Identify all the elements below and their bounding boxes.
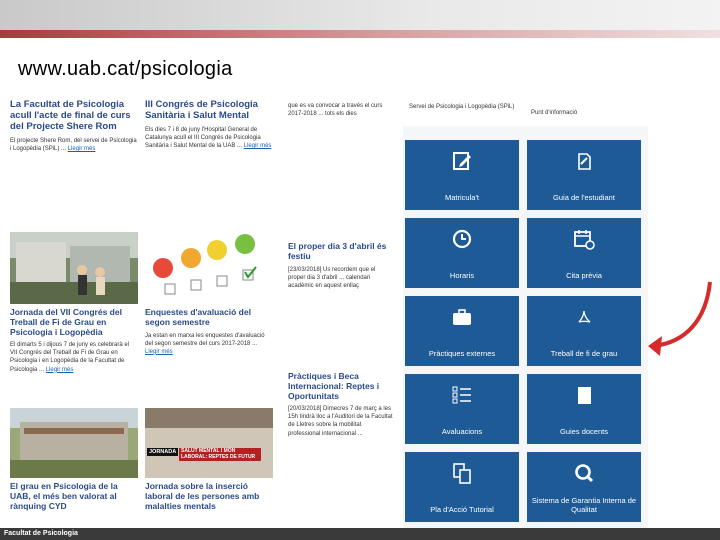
news-title[interactable]: El proper dia 3 d'abril és festiu xyxy=(288,241,387,261)
article-title[interactable]: Enquestes d'avaluació del segon semestre xyxy=(145,307,251,327)
article-title[interactable]: Jornada del VII Congrés del Treball de Fi de Grau en Psicologia i Logopèdia xyxy=(10,307,122,337)
tile-label: Sistema de Garantia Interna de Qualitat xyxy=(531,496,637,514)
tile-matriculat[interactable] xyxy=(405,140,519,210)
footer-bar xyxy=(0,528,720,540)
tile-pla-accio-tutorial[interactable] xyxy=(405,452,519,522)
red-arrow-annotation xyxy=(646,280,716,370)
article-body: Els dies 7 i 8 de juny l'Hospital General de Catalunya acull el III Congrés de Psicologia Sanitària i Salut Mental de la UAB ... Llegir més xyxy=(145,126,272,150)
read-more-link[interactable]: Llegir més xyxy=(145,348,173,355)
tile-practiques-externes[interactable] xyxy=(405,296,519,366)
tile-label: Guies docents xyxy=(560,427,608,436)
tile-guia-estudiant[interactable] xyxy=(527,140,641,210)
photo-caption: JORNADA xyxy=(149,449,177,455)
search-icon xyxy=(573,462,595,484)
article-title[interactable]: III Congrés de Psicologia Sanitària i Salut Mental xyxy=(145,100,258,121)
article-photo-event[interactable] xyxy=(145,408,273,478)
header-link[interactable]: Punt d'informació xyxy=(531,110,578,116)
header-link[interactable]: Servei de Psicologia i Logopèdia (SPiL) xyxy=(409,104,515,110)
article-photo-smileys[interactable] xyxy=(145,232,273,302)
book-icon xyxy=(573,384,595,406)
photo-caption: SALUT MENTAL I MÓN LABORAL: REPTES DE FUTUR xyxy=(179,448,261,461)
news-column-2 xyxy=(145,100,273,530)
article-body: El projecte Shere Rom, del servei de Psicologia i Logopèdia (SPiL) ... Llegir més xyxy=(10,137,137,152)
tile-treball-fi-grau[interactable] xyxy=(527,296,641,366)
documents-icon xyxy=(451,462,473,484)
clock-icon xyxy=(451,228,473,250)
tile-label: Treball de fi de grau xyxy=(550,349,618,358)
tile-label: Pla d'Acció Tutorial xyxy=(430,505,494,514)
news-body: [23/03/2018] Us recordem que el proper dia 3 d'abril ... calendari acadèmic en aquest enllaç xyxy=(288,266,376,289)
quick-links-header xyxy=(403,100,648,126)
tile-label: Horaris xyxy=(449,271,475,280)
tile-cita-previa[interactable] xyxy=(527,218,641,288)
slide-url: www.uab.cat/psicologia xyxy=(18,58,233,80)
article-title[interactable]: Jornada sobre la inserció laboral de les persones amb malalties mentals xyxy=(145,481,260,511)
tile-label: Cita prèvia xyxy=(566,271,602,280)
guide-icon xyxy=(573,150,595,172)
tile-sistema-garantia-qualitat[interactable] xyxy=(527,452,641,522)
read-more-link[interactable]: Llegir més xyxy=(67,145,96,152)
article-title[interactable]: La Facultat de Psicologia acull l'acte de final de curs del Projecte Shere Rom xyxy=(10,100,131,132)
article-title[interactable]: El grau en Psicologia de la UAB, el més ben valorat al rànquing CYD xyxy=(10,481,118,511)
news-column-3 xyxy=(288,100,394,530)
read-more-link[interactable]: Llegir més xyxy=(45,366,74,373)
briefcase-icon xyxy=(451,306,473,328)
website-screenshot xyxy=(0,100,720,530)
tile-label: Guia de l'estudiant xyxy=(553,193,615,202)
edit-form-icon xyxy=(451,150,473,172)
footer-logo: Facultat de Psicologia xyxy=(4,530,78,537)
article-body: El dimarts 5 i dijous 7 de juny es celebrarà el VII Congrés del Treball de Fi de Grau en Psicologia i en Logopèdia de la Facultat de Psicologia ... Llegir més xyxy=(10,342,130,373)
pdf-icon xyxy=(573,306,595,328)
checklist-icon xyxy=(451,384,473,406)
tile-label: Matricula't xyxy=(445,193,479,202)
quick-links-panel xyxy=(403,100,648,530)
article-photo[interactable] xyxy=(10,232,138,304)
read-more-link[interactable]: Llegir més xyxy=(243,143,272,150)
article-photo[interactable] xyxy=(10,408,138,478)
article-body: Ja estan en marxa les enquestes d'avaluació del segon semestre del curs 2017-2018 ... Llegir més xyxy=(145,332,265,355)
tile-avaluacions[interactable] xyxy=(405,374,519,444)
news-body: [20/03/2018] Dimecres 7 de març a les 15h tindrà lloc a l'Auditori de la Facultat de Lletres sobre la mobilitat professional internacional ... xyxy=(288,406,393,437)
news-intro: que es va convocar a través el curs 2017-2018 ... tots els dies xyxy=(288,103,383,118)
news-column-1 xyxy=(10,100,138,530)
news-title[interactable]: Pràctiques i Beca Internacional: Reptes i Oportunitats xyxy=(288,371,380,401)
tile-guies-docents[interactable] xyxy=(527,374,641,444)
slide-accent-stripe xyxy=(0,30,720,38)
tile-label: Avaluacions xyxy=(441,427,483,436)
tile-label: Pràctiques externes xyxy=(428,349,496,358)
tile-horaris[interactable] xyxy=(405,218,519,288)
calendar-icon xyxy=(573,228,595,250)
slide-top-bar xyxy=(0,0,720,30)
